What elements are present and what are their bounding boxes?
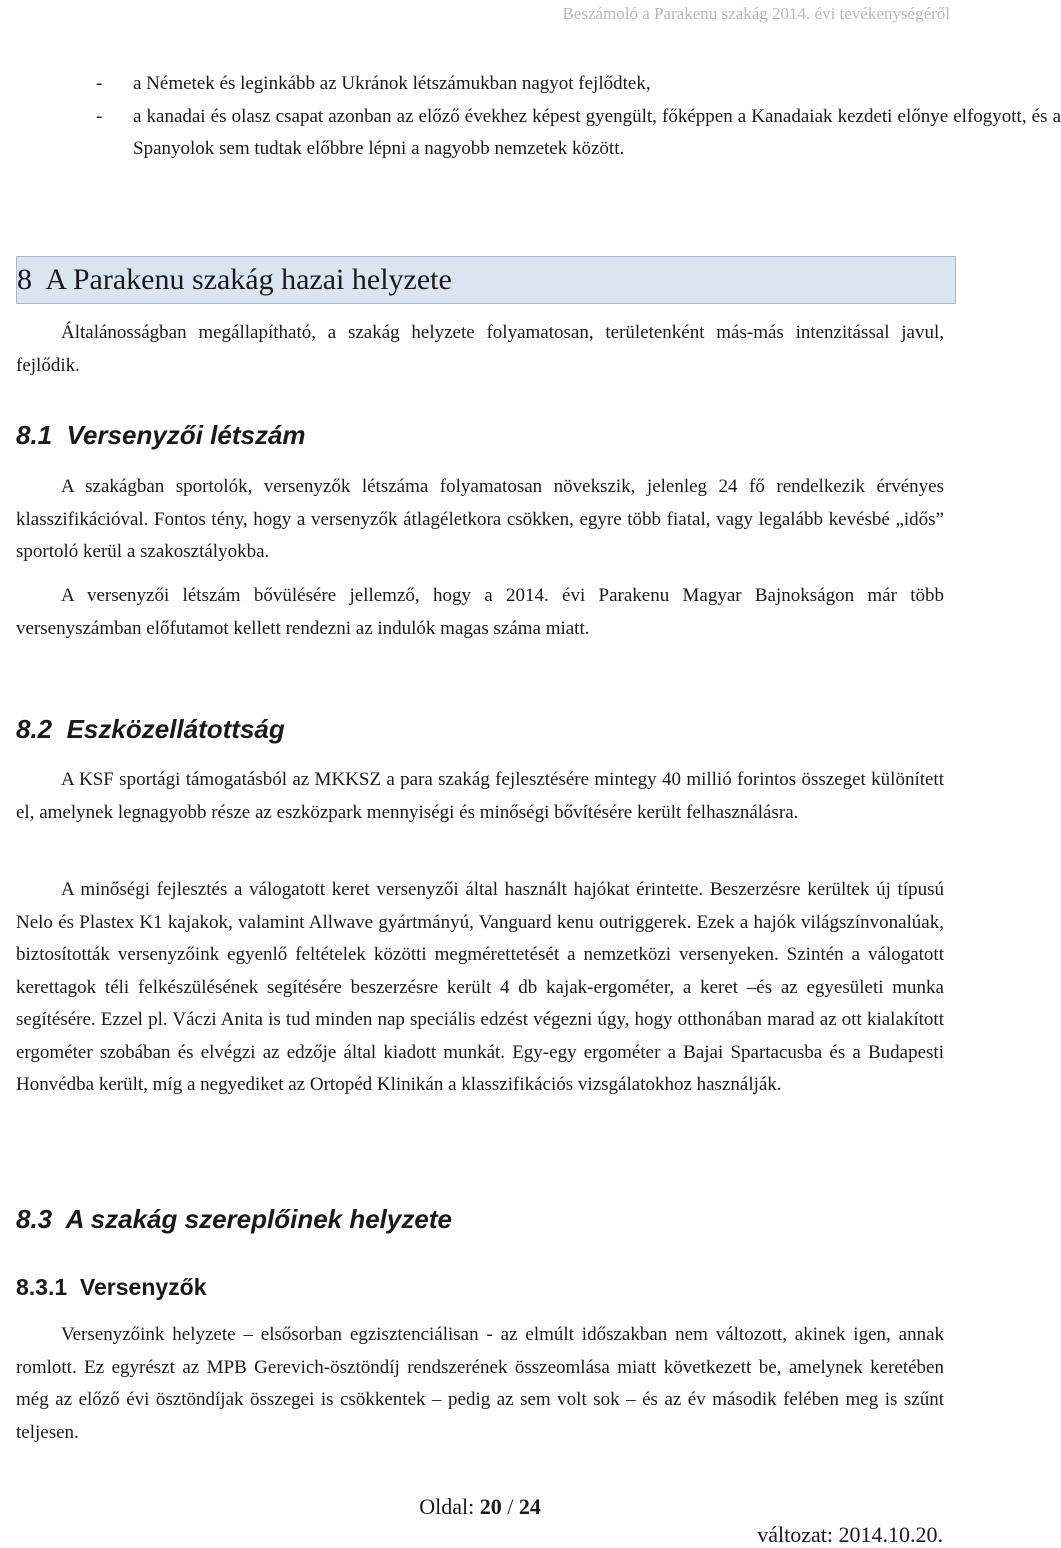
section-8-3-heading: 8.3 A szakág szereplőinek helyzete	[16, 1204, 452, 1234]
section-8-2-paragraph-1: A KSF sportági támogatásból az MKKSZ a para szakág fejlesztésére mintegy 40 millió forintos összeget különített el, amelynek legnagyobb része az eszközpark mennyiségi és minőségi bővítésére került felhasználásra.	[16, 769, 944, 823]
list-item-text: a Németek és leginkább az Ukránok létszámukban nagyot fejlődtek,	[133, 73, 651, 94]
section-8-3-1-heading: 8.3.1 Versenyzők	[16, 1274, 207, 1300]
page-separator: /	[501, 1494, 519, 1519]
page-current: 20	[479, 1494, 502, 1519]
section-8-3-1-paragraph-1: Versenyzőink helyzete – elsősorban egzisztenciálisan - az elmúlt időszakban nem változott, akinek igen, annak romlott. Ez egyrészt az MPB Gerevich-ösztöndíj rendszerének összeomlása miatt következett be, amelynek keretében még az előző évi ösztöndíjak összegei is csökkentek – pedig az sem volt sok – és az év második felében meg is szűnt teljesen.	[16, 1324, 944, 1443]
section-8-2-paragraph-2: A minőségi fejlesztés a válogatott keret versenyzői által használt hajókat érintette. Beszerzésre kerültek új típusú Nelo és Plastex K1 kajakok, valamint Allwave gyártmányú, Vanguard kenu outriggerek. Ezek a hajók világszínvonalúak, biztosították versenyzőink egyenlő feltételek közötti megmérettetését a nemzetközi versenyeken. Szintén a válogatott kerettagok téli felkészülésének segítésére beszerzésre került 4 db kajak-ergométer, a keret –és az egyesületi munka segítésére. Ezzel pl. Váczi Anita is tud minden nap speciális edzést végezni úgy, hogy otthonában marad az ott kialakított ergométer szobában és elvégzi az edzője által kiadott munkát. Egy-egy ergométer a Bajai Spartacusba és a Budapesti Honvédba került, míg a negyediket az Ortopéd Klinikán a klasszifikációs vizsgálatokhoz használják.	[16, 879, 944, 1095]
running-header: Beszámoló a Parakenu szakág 2014. évi tevékenységéről	[562, 4, 950, 23]
version-label: változat: 2014.10.20.	[757, 1522, 943, 1547]
page-number	[0, 1494, 960, 1520]
page-label: Oldal:	[419, 1494, 480, 1519]
page-total: 24	[518, 1494, 541, 1519]
section-8-1-paragraph-2: A versenyzői létszám bővülésére jellemző, hogy a 2014. évi Parakenu Magyar Bajnokságon már több versenyszámban előfutamot kellett rendezni az indulók magas száma miatt.	[16, 585, 944, 639]
section-8-heading-box	[16, 256, 956, 304]
list-item-text: a kanadai és olasz csapat azonban az előző évekhez képest gyengült, főképpen a Kanadaiak kezdeti előnye elfogyott, és a Spanyolok sem tudtak előbbre lépni a nagyobb nemzetek között.	[133, 106, 1061, 159]
bullet-dash: -	[96, 73, 103, 94]
section-8-heading: 8 A Parakenu szakág hazai helyzete	[17, 263, 452, 296]
list-item	[16, 101, 1061, 165]
list-item	[16, 68, 1061, 100]
section-8-1-heading: 8.1 Versenyzői létszám	[16, 420, 306, 450]
section-8-intro: Általánosságban megállapítható, a szakág helyzete folyamatosan, területenként más-más intenzitással javul, fejlődik.	[16, 322, 944, 376]
section-8-1-paragraph-1: A szakágban sportolók, versenyzők létszáma folyamatosan növekszik, jelenleg 24 fő rendelkezik érvényes klasszifikációval. Fontos tény, hogy a versenyzők átlagéletkora csökken, egyre több fiatal, vagy legalább kevésbé „idős” sportoló kerül a szakosztályokba.	[16, 476, 944, 562]
section-8-2-heading: 8.2 Eszközellátottság	[16, 714, 285, 744]
bullet-dash: -	[96, 106, 103, 127]
